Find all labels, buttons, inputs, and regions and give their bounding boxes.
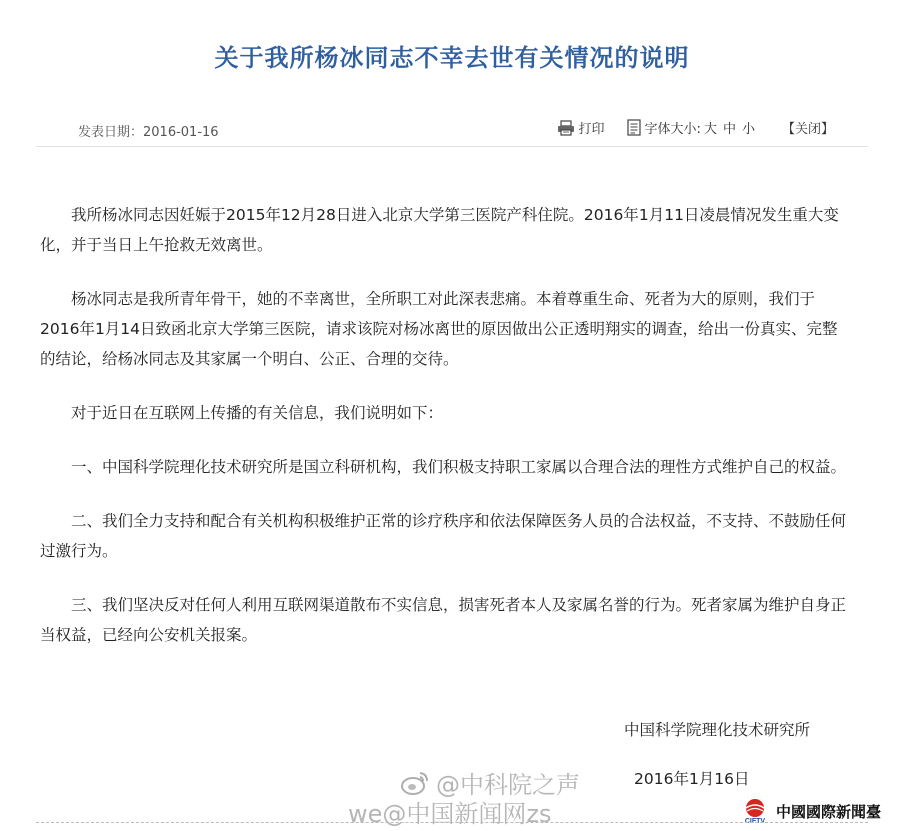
sign-date: 2016年1月16日 [634,770,750,788]
page-title: 关于我所杨冰同志不幸去世有关情况的说明 [214,44,690,72]
bottom-divider [36,822,868,823]
font-size-medium-link[interactable]: 中 [722,122,736,137]
channel-logo [738,798,881,824]
font-size-large-link[interactable]: 大 [703,122,717,137]
weibo-icon [400,770,430,796]
globe-logo-icon [738,798,772,824]
header-divider [36,146,868,147]
logo-abbr: CIFTV [744,818,766,824]
paragraph-4: 一、中国科学院理化技术研究所是国立科研机构，我们积极支持职工家属以合理合法的理性方式维护自己的权益。 [71,458,847,476]
signature: 中国科学院理化技术研究所 [623,721,810,739]
paragraph-5: 二、我们全力支持和配合有关机构积极维护正常的诊疗秩序和依法保障医务人员的合法权益，不支持、不鼓励任何过激行为。 [40,512,847,560]
close-link[interactable]: 【关闭】 [781,122,834,137]
publish-date: 发表日期：2016-01-16 [78,125,219,140]
print-button[interactable] [557,118,605,137]
paragraph-1: 我所杨冰同志因妊娠于2015年12月28日进入北京大学第三医院产科住院。2016年1月11日凌晨情况发生重大变化，并于当日上午抢救无效离世。 [40,206,839,254]
paragraph-6: 三、我们坚决反对任何人利用互联网渠道散布不实信息，损害死者本人及家属名誉的行为。死者家属为维护自身正当权益，已经向公安机关报案。 [40,596,847,644]
print-label: 打印 [578,122,605,137]
printer-icon [557,120,575,136]
logo-text: 中國國際新聞臺 [776,802,882,821]
article-toolbar [557,118,834,137]
watermark-weibo-text: @中科院之声 [436,771,580,799]
article-body [40,200,850,674]
font-size-small-link[interactable]: 小 [741,122,755,137]
news-watermark: we@中国新闻网zs [348,800,552,828]
font-size-label: 字体大小: [644,122,701,137]
document-icon [627,119,641,136]
paragraph-2: 杨冰同志是我所青年骨干，她的不幸离世，全所职工对此深表悲痛。本着尊重生命、死者为大的原则，我们于2016年1月14日致函北京大学第三医院，请求该院对杨冰离世的原因做出公正透明翔实的调查，给出一份真实、完整的结论，给杨冰同志及其家属一个明白、公正、合理的交待。 [40,290,838,368]
font-size-control [627,118,758,137]
paragraph-3: 对于近日在互联网上传播的有关信息，我们说明如下： [71,404,444,422]
